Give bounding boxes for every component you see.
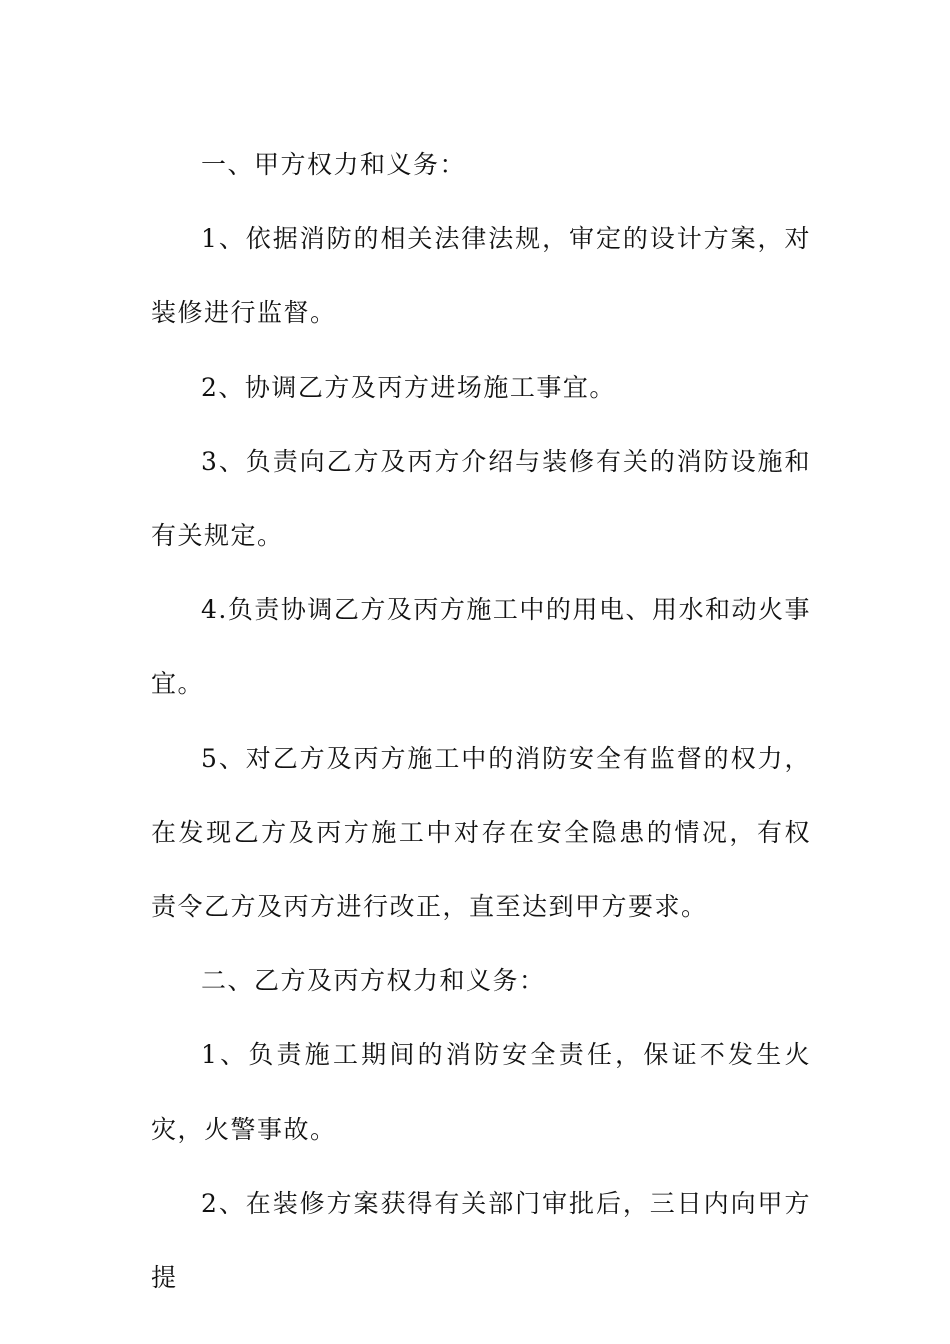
- paragraph-a-3: 3、负责向乙方及丙方介绍与装修有关的消防设施和有关规定。: [151, 446, 811, 551]
- document-body: [151, 128, 811, 1315]
- paragraph-a-5: 5、对乙方及丙方施工中的消防安全有监督的权力，在发现乙方及丙方施工中对存在安全隐患的情况，有权责令乙方及丙方进行改正，直至达到甲方要求。: [151, 743, 811, 922]
- paragraph-a-2: 2、协调乙方及丙方进场施工事宜。: [201, 372, 616, 402]
- paragraph-b-1: 1、负责施工期间的消防安全责任，保证不发生火灾，火警事故。: [151, 1040, 811, 1144]
- section-heading-party-a: 一、甲方权力和义务：: [201, 150, 467, 179]
- paragraph-a-4: 4.负责协调乙方及丙方施工中的用电、用水和动火事宜。: [151, 595, 811, 699]
- paragraph-a-1: 1、依据消防的相关法律法规，审定的设计方案，对装修进行监督。: [151, 224, 811, 328]
- paragraph-b-2: 2、在装修方案获得有关部门审批后，三日内向甲方提: [151, 1188, 811, 1293]
- section-heading-party-b-c: 二、乙方及丙方权力和义务：: [201, 966, 546, 996]
